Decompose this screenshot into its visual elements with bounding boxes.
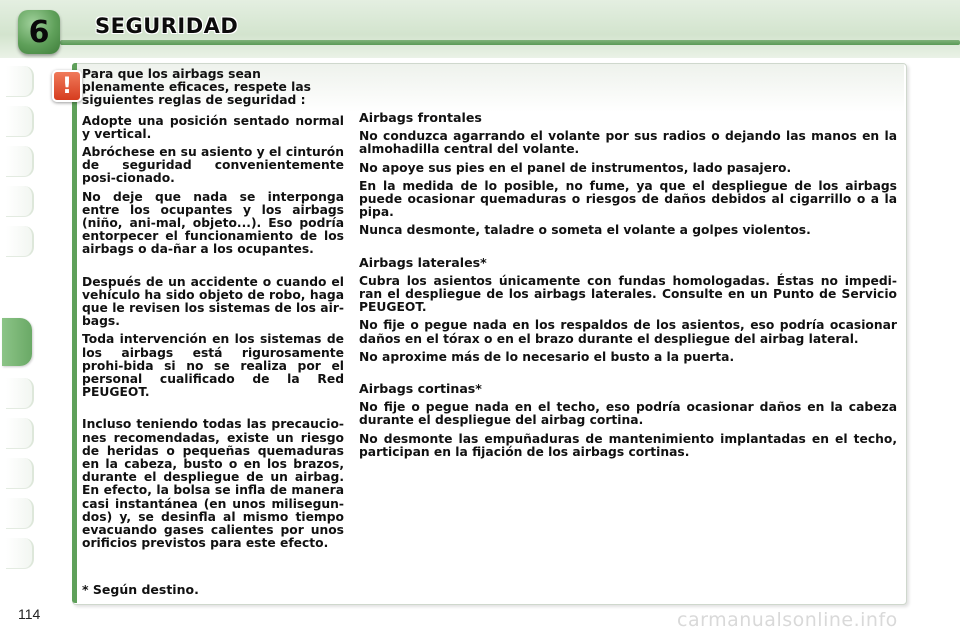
chapter-tab-10[interactable] bbox=[6, 498, 34, 529]
chapter-tabs bbox=[0, 66, 40, 576]
panel-accent-strip bbox=[72, 63, 77, 603]
chapter-tab-8[interactable] bbox=[6, 418, 34, 449]
safety-rules-lead: Para que los airbags sean plenamente eficaces, respete las siguientes reglas de seguridad : bbox=[82, 67, 311, 108]
section-side-airbags bbox=[359, 256, 897, 364]
spacer bbox=[82, 262, 344, 276]
section-paragraph: En la medida de lo posible, no fume, ya que el despliegue de los airbags puede ocasionar quemaduras o riesgos de daños debidos al cigarrillo o a la pipa. bbox=[359, 178, 897, 220]
section-paragraph: No aproxime más de lo necesario el busto a la puerta. bbox=[359, 349, 735, 364]
section-paragraph: No fije o pegue nada en el techo, eso podría ocasionar daños en la cabeza durante el despliegue del airbag cortina. bbox=[359, 400, 897, 428]
section-title: Airbags cortinas* bbox=[359, 381, 482, 397]
chapter-badge bbox=[18, 10, 60, 54]
section-frontal-airbags bbox=[359, 111, 897, 238]
rule-paragraph: Abróchese en su asiento y el cinturón de seguridad convenientemente posi-cionado. bbox=[82, 145, 344, 186]
section-paragraph: No conduzca agarrando el volante por sus radios o dejando las manos en la almohadilla central del volante. bbox=[359, 129, 897, 157]
rule-paragraph: No deje que nada se interponga entre los ocupantes y los airbags (niño, ani-mal, objeto...). Eso podría entorpecer el funcionamiento de los airbags o da-ñar a los ocupantes. bbox=[82, 189, 344, 257]
warning-icon: ! bbox=[52, 70, 82, 102]
section-paragraph: No fije o pegue nada en los respaldos de los asientos, eso podría ocasionar daños en el tórax o en el brazo durante el despliegue del airbag lateral. bbox=[359, 318, 897, 346]
section-paragraph: Nunca desmonte, taladre o someta el volante a golpes violentos. bbox=[359, 223, 811, 238]
chapter-number: 6 bbox=[28, 14, 50, 50]
rule-paragraph: Incluso teniendo todas las precaucio-nes recomendadas, existe un riesgo de heridas o pequeñas quemaduras en la cabeza, busto o en los brazos, durante el despliegue de un airbag. En efecto, la bolsa se infla de manera casi instantánea (en unos milisegun-dos) y, se desinfla al mismo tiempo evacuando gases calientes por unos orificios previstos para este efecto. bbox=[82, 417, 344, 551]
watermark: carmanualsonline.info bbox=[677, 609, 898, 631]
page-number: 114 bbox=[18, 606, 41, 622]
section-paragraph: Cubra los asientos únicamente con fundas homologadas. Éstas no impedi-ran el despliegue de los airbags laterales. Consulte en un Punto de Servicio PEUGEOT. bbox=[359, 273, 897, 315]
chapter-tab-6-active[interactable] bbox=[2, 318, 32, 366]
chapter-tab-9[interactable] bbox=[6, 458, 34, 489]
chapter-tab-4[interactable] bbox=[6, 186, 34, 217]
page-title: SEGURIDAD bbox=[95, 14, 239, 38]
spacer bbox=[82, 404, 344, 418]
rule-paragraph: Después de un accidente o cuando el vehículo ha sido objeto de robo, haga que le revisen los sistemas de los air-bags. bbox=[82, 274, 344, 329]
rule-paragraph: Toda intervención en los sistemas de los airbags está rigurosamente prohi-bida si no se realiza por el personal cualificado de la Red PEUGEOT. bbox=[82, 332, 344, 400]
chapter-tab-2[interactable] bbox=[6, 106, 34, 137]
section-curtain-airbags bbox=[359, 382, 897, 459]
header-rule bbox=[60, 40, 960, 45]
chapter-tab-3[interactable] bbox=[6, 146, 34, 177]
chapter-tab-11[interactable] bbox=[6, 538, 34, 569]
right-column bbox=[359, 111, 897, 477]
chapter-tab-1[interactable] bbox=[6, 66, 34, 97]
footnote: * Según destino. bbox=[82, 582, 199, 597]
section-title: Airbags laterales* bbox=[359, 254, 487, 270]
chapter-tab-7[interactable] bbox=[6, 378, 34, 409]
section-paragraph: No apoye sus pies en el panel de instrumentos, lado pasajero. bbox=[359, 160, 792, 175]
section-paragraph: No desmonte las empuñaduras de mantenimiento implantadas en el techo, participan en la fijación de los airbags cortinas. bbox=[359, 431, 897, 459]
rule-paragraph: Adopte una posición sentado normal y vertical. bbox=[82, 113, 344, 141]
left-column bbox=[82, 68, 344, 556]
chapter-tab-5[interactable] bbox=[6, 226, 34, 257]
section-title: Airbags frontales bbox=[359, 110, 482, 125]
